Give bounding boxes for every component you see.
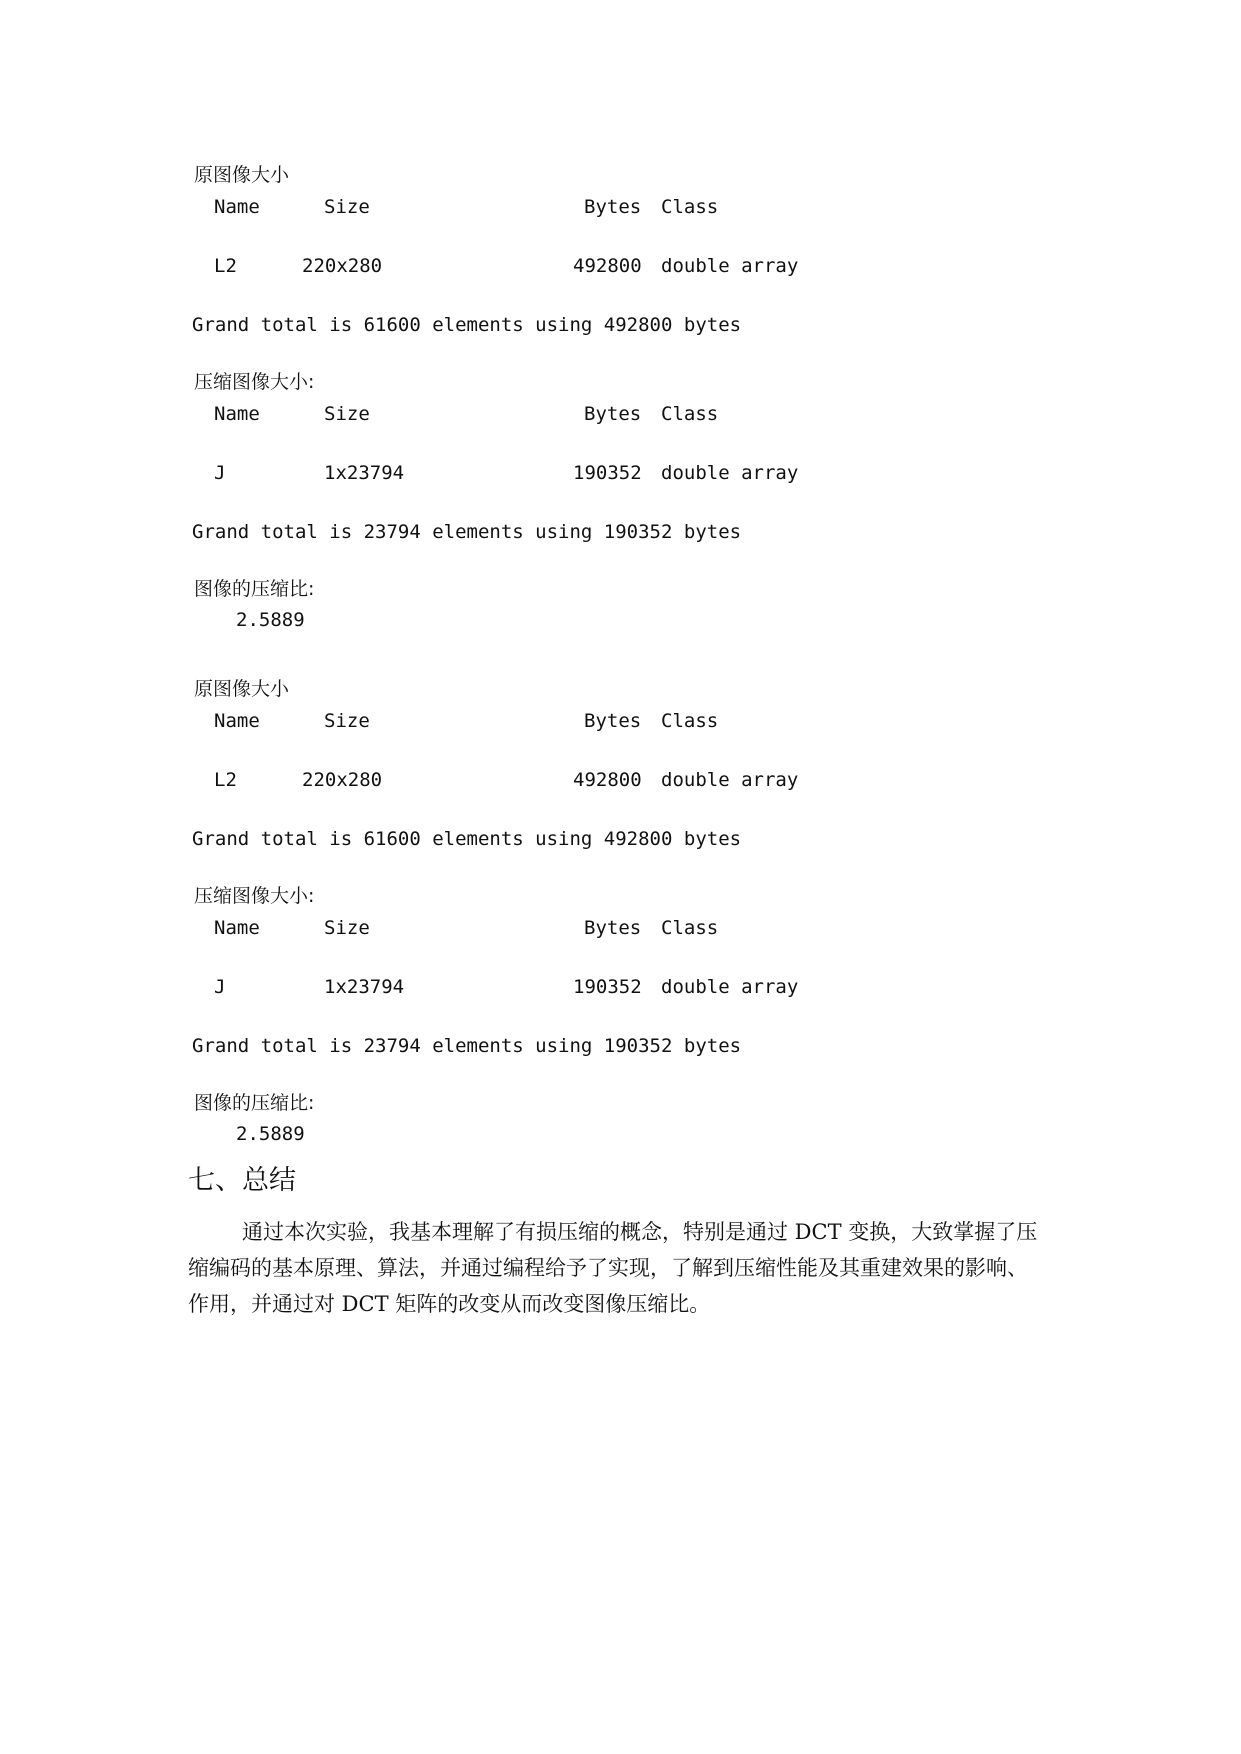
summary-line-2: 缩编码的基本原理、算法，并通过编程给予了实现，了解到压缩性能及其重建效果的影响、 bbox=[188, 1256, 1028, 1280]
summary-line-3: 作用，并通过对 DCT 矩阵的改变从而改变图像压缩比。 bbox=[188, 1292, 711, 1316]
header-name: Name bbox=[214, 710, 260, 732]
grand-total: Grand total is 23794 elements using 190352 bytes bbox=[192, 1035, 742, 1057]
summary-line-1: 通过本次实验，我基本理解了有损压缩的概念，特别是通过 DCT 变换，大致掌握了压 bbox=[242, 1220, 1038, 1244]
original-size-label: 原图像大小 bbox=[194, 678, 290, 700]
row-size: 1x23794 bbox=[324, 462, 405, 484]
header-size: Size bbox=[324, 403, 370, 425]
compression-ratio-label: 图像的压缩比: bbox=[194, 1092, 315, 1114]
header-class: Class bbox=[661, 917, 719, 939]
compressed-size-label: 压缩图像大小: bbox=[194, 371, 315, 393]
header-name: Name bbox=[214, 196, 260, 218]
summary-heading: 七、总结 bbox=[188, 1165, 296, 1196]
row-class: double array bbox=[661, 255, 799, 277]
grand-total: Grand total is 61600 elements using 492800 bytes bbox=[192, 828, 742, 850]
header-bytes: Bytes bbox=[584, 196, 642, 218]
row-name: J bbox=[214, 976, 226, 998]
compression-ratio-value: 2.5889 bbox=[236, 1123, 305, 1145]
original-size-label: 原图像大小 bbox=[194, 164, 290, 186]
row-name: J bbox=[214, 462, 226, 484]
row-size: 220x280 bbox=[302, 255, 383, 277]
row-class: double array bbox=[661, 769, 799, 791]
row-size: 220x280 bbox=[302, 769, 383, 791]
summary-paragraph bbox=[188, 1214, 1058, 1322]
header-bytes: Bytes bbox=[584, 917, 642, 939]
row-size: 1x23794 bbox=[324, 976, 405, 998]
header-class: Class bbox=[661, 710, 719, 732]
row-class: double array bbox=[661, 976, 799, 998]
row-name: L2 bbox=[214, 769, 237, 791]
header-name: Name bbox=[214, 917, 260, 939]
row-class: double array bbox=[661, 462, 799, 484]
row-bytes: 492800 bbox=[573, 255, 642, 277]
compressed-size-label: 压缩图像大小: bbox=[194, 885, 315, 907]
grand-total: Grand total is 23794 elements using 190352 bytes bbox=[192, 521, 742, 543]
header-bytes: Bytes bbox=[584, 403, 642, 425]
header-bytes: Bytes bbox=[584, 710, 642, 732]
row-bytes: 492800 bbox=[573, 769, 642, 791]
header-size: Size bbox=[324, 917, 370, 939]
header-class: Class bbox=[661, 403, 719, 425]
row-bytes: 190352 bbox=[573, 462, 642, 484]
row-bytes: 190352 bbox=[573, 976, 642, 998]
compression-ratio-value: 2.5889 bbox=[236, 609, 305, 631]
compression-ratio-label: 图像的压缩比: bbox=[194, 578, 315, 600]
header-size: Size bbox=[324, 196, 370, 218]
header-name: Name bbox=[214, 403, 260, 425]
grand-total: Grand total is 61600 elements using 492800 bytes bbox=[192, 314, 742, 336]
row-name: L2 bbox=[214, 255, 237, 277]
header-size: Size bbox=[324, 710, 370, 732]
header-class: Class bbox=[661, 196, 719, 218]
